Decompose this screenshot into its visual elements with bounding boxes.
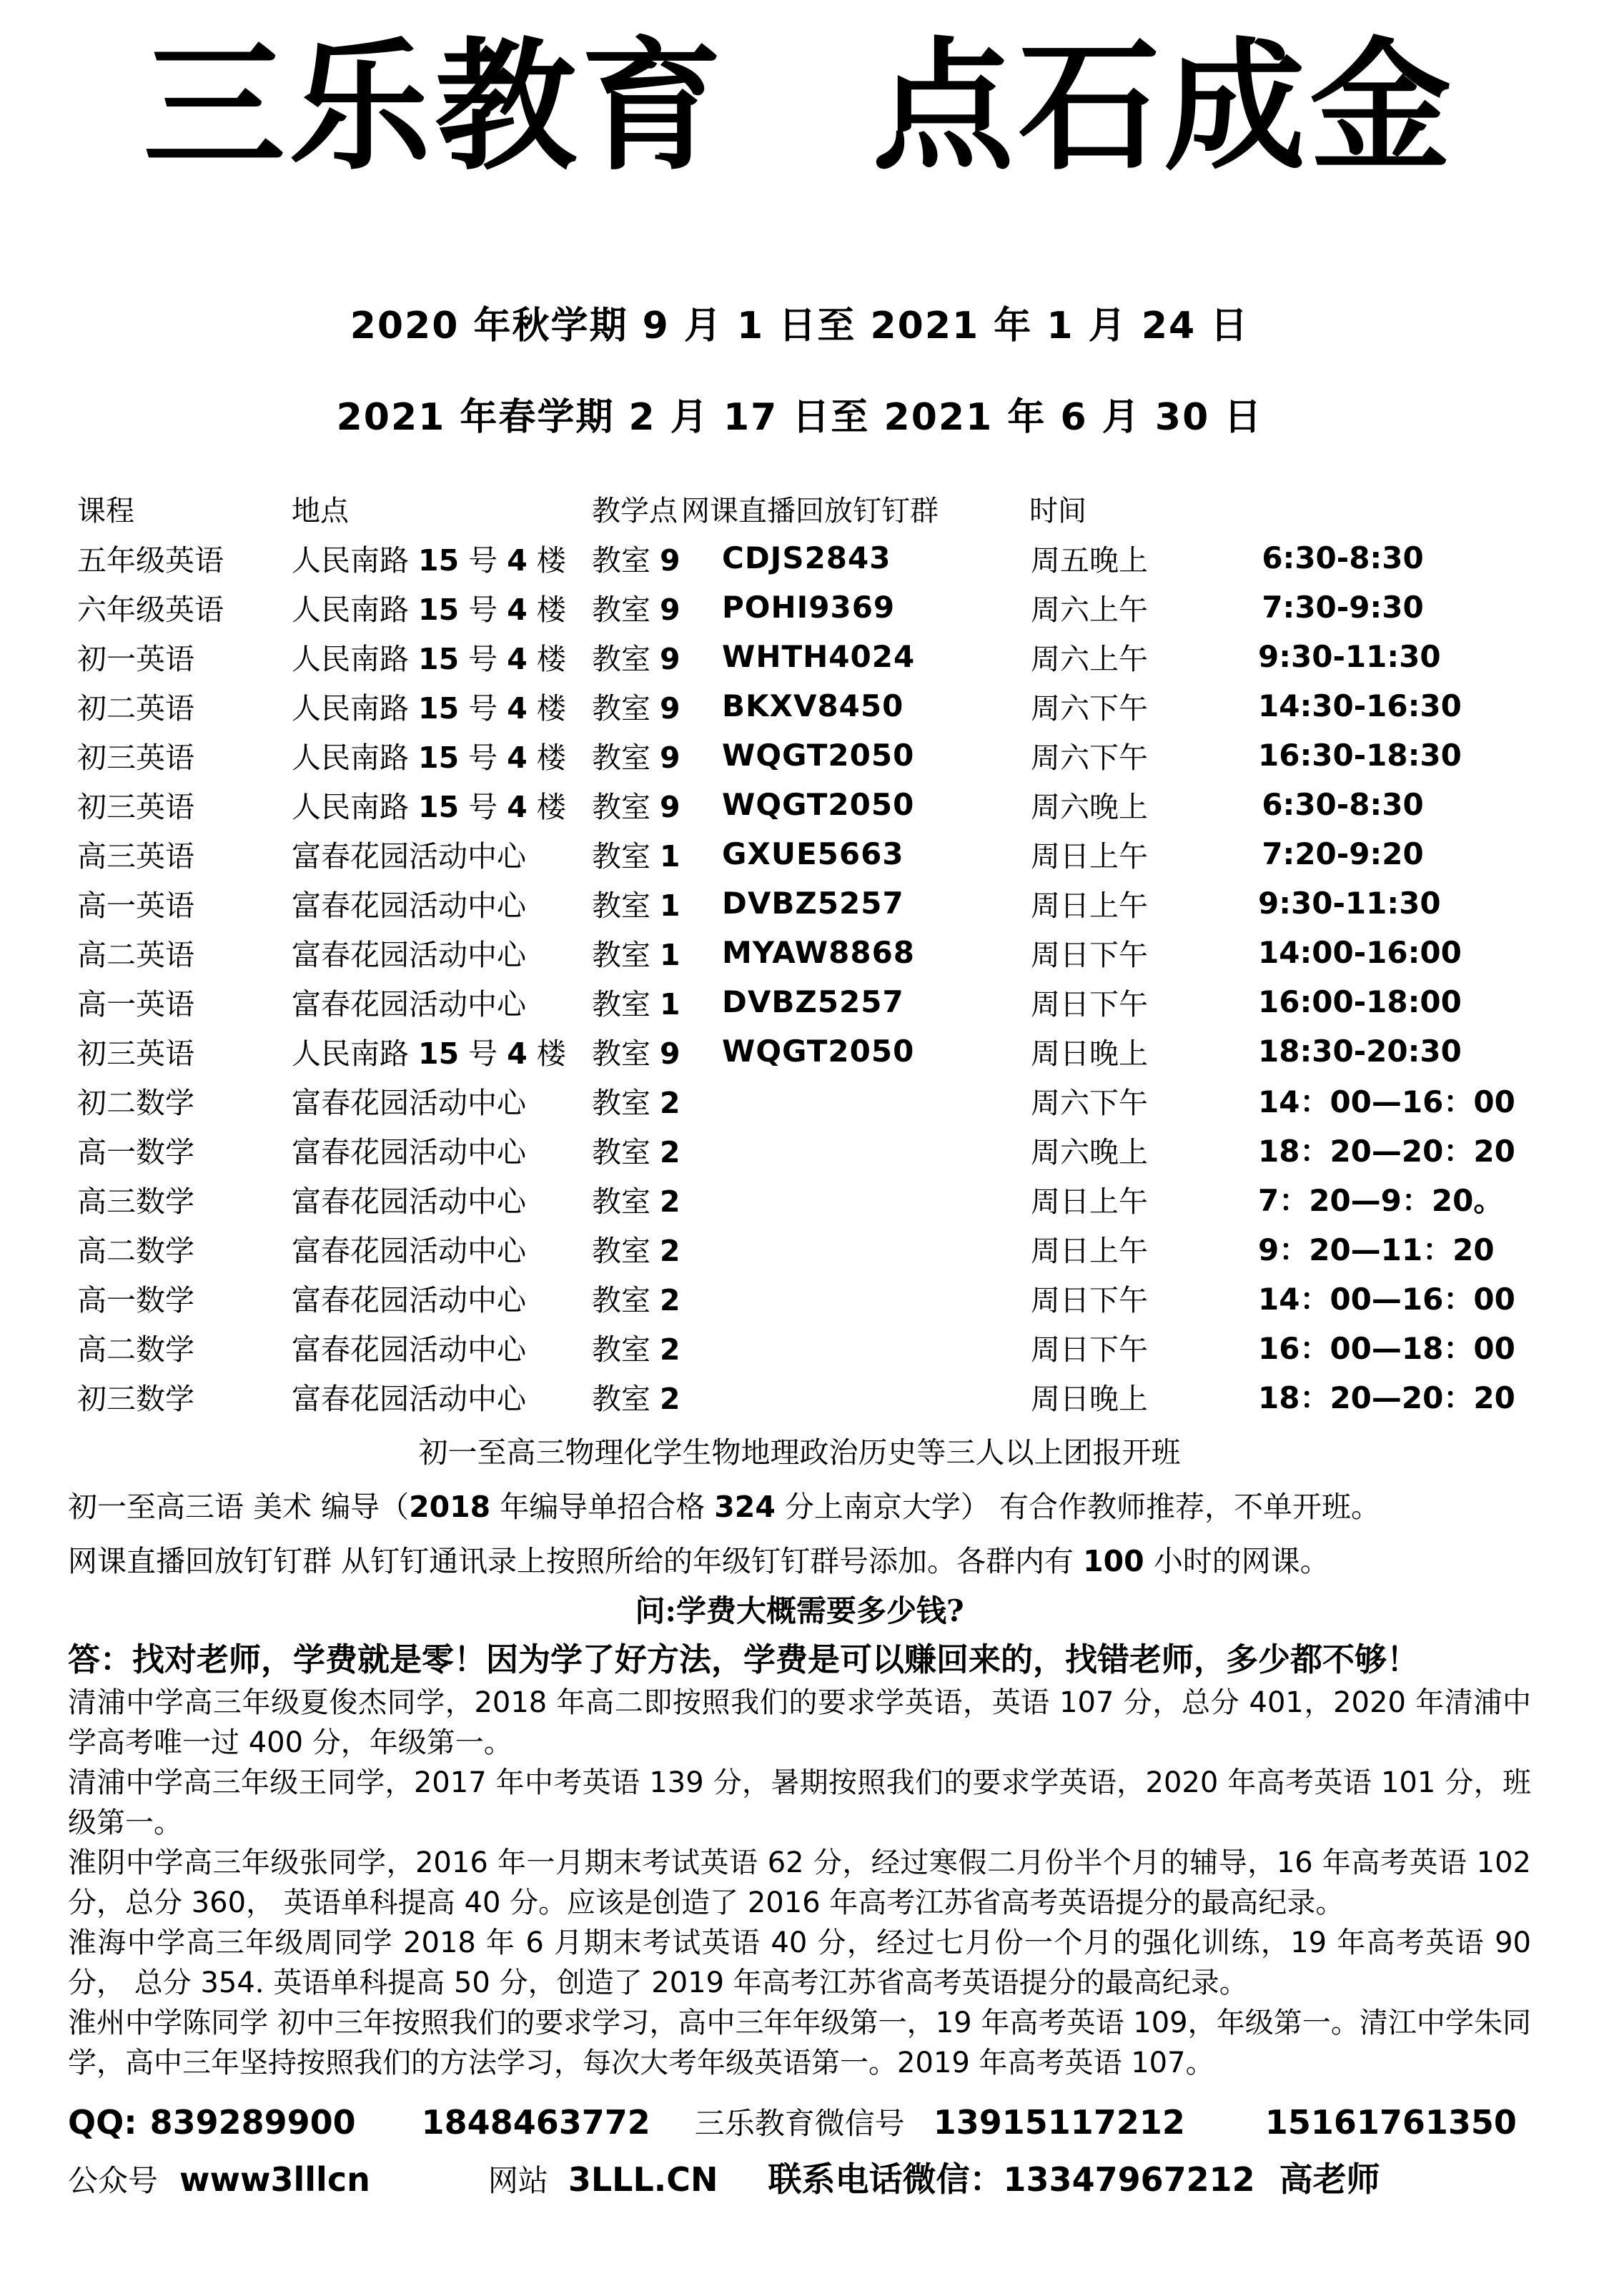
day-cell: 周日晚上 <box>1031 1381 1148 1416</box>
testimonial-paragraph: 淮海中学高三年级周同学 2018 年 6 月期末考试英语 40 分，经过七月份一个月的强化训练，19 年高考英语 90 分， 总分 354. 英语单科提高 50 分，创造了 2019 年高考江苏省高考英语提分的最高纪录。 <box>68 1926 1531 1999</box>
classroom-cell: 教室 9 <box>592 1036 680 1071</box>
testimonial-paragraph: 淮州中学陈同学 初中三年按照我们的要求学习，高中三年年级第一，19 年高考英语 109，年级第一。清江中学朱同学，高中三年坚持按照我们的方法学习，每次大考年级英语第一。2019 年高考英语 107。 <box>68 2006 1532 2079</box>
testimonial-paragraph: 清浦中学高三年级夏俊杰同学，2018 年高二即按照我们的要求学英语，英语 107 分，总分 401，2020 年清浦中学高考唯一过 400 分，年级第一。 <box>68 1686 1532 1759</box>
course-cell: 高一英语 <box>77 888 194 923</box>
wechat-number-2: 15161761350 <box>1264 2102 1517 2142</box>
day-cell: 周日晚上 <box>1031 1036 1148 1071</box>
location-cell: 人民南路 15 号 4 楼 <box>292 789 566 824</box>
wechat-number-1: 13915117212 <box>933 2102 1185 2142</box>
day-cell: 周日上午 <box>1031 1184 1148 1219</box>
location-cell: 富春花园活动中心 <box>292 1233 526 1268</box>
schedule-row <box>0 632 1599 681</box>
location-cell: 富春花园活动中心 <box>292 1332 526 1367</box>
contact-section <box>0 2100 1599 2206</box>
location-cell: 富春花园活动中心 <box>292 888 526 923</box>
classroom-cell: 教室 2 <box>592 1134 680 1169</box>
classroom-cell: 教室 9 <box>592 789 680 824</box>
semester-dates <box>0 301 1599 442</box>
course-cell: 初二数学 <box>77 1085 194 1120</box>
classroom-cell: 教室 9 <box>592 740 680 775</box>
group-enroll-note: 初一至高三物理化学生物地理政治历史等三人以上团报开班 <box>418 1435 1181 1470</box>
schedule-table <box>0 484 1599 1421</box>
dingtalk-note: 网课直播回放钉钉群 从钉钉通讯录上按照所给的年级钉钉群号添加。各群内有 100 小时的网课。 <box>68 1543 1330 1578</box>
time-cell: 14：00—16：00 <box>1258 1084 1515 1120</box>
schedule-row <box>0 1076 1599 1125</box>
site-label: 网站 <box>487 2162 548 2198</box>
location-cell: 富春花园活动中心 <box>292 1282 526 1317</box>
classroom-cell: 教室 2 <box>592 1184 680 1219</box>
schedule-row <box>0 829 1599 879</box>
course-cell: 初一英语 <box>77 641 194 676</box>
schedule-row <box>0 1125 1599 1174</box>
day-cell: 周日上午 <box>1031 838 1148 874</box>
schedule-body <box>0 533 1599 1421</box>
location-cell: 富春花园活动中心 <box>292 838 526 874</box>
location-cell: 富春花园活动中心 <box>292 1085 526 1120</box>
schedule-row <box>0 731 1599 780</box>
dingtalk-group-cell: GXUE5663 <box>722 836 904 871</box>
testimonials-list <box>0 1683 1599 2083</box>
col-header-location: 地点 <box>292 494 349 528</box>
time-cell: 9:30-11:30 <box>1258 638 1441 674</box>
course-cell: 初三英语 <box>77 1036 194 1071</box>
qa-section <box>0 1590 1599 2083</box>
time-cell: 16：00—18：00 <box>1258 1331 1515 1367</box>
time-cell: 18:30-20:30 <box>1258 1033 1462 1069</box>
classroom-cell: 教室 2 <box>592 1233 680 1268</box>
location-cell: 富春花园活动中心 <box>292 1184 526 1219</box>
wechat-label: 三乐教育微信号 <box>694 2105 905 2141</box>
time-cell: 14:00-16:00 <box>1258 934 1462 970</box>
site-value: 3LLL.CN <box>568 2159 718 2199</box>
qq-number-1: 839289900 <box>149 2102 356 2142</box>
classroom-cell: 教室 2 <box>592 1085 680 1120</box>
classroom-cell: 教室 9 <box>592 543 680 578</box>
classroom-cell: 教室 1 <box>592 937 680 972</box>
schedule-row <box>0 1322 1599 1372</box>
course-cell: 初二英语 <box>77 691 194 726</box>
dingtalk-group-cell: WQGT2050 <box>722 1033 915 1069</box>
page-title: 三乐教育 点石成金 <box>143 23 1456 189</box>
time-cell: 7:20-9:20 <box>1262 836 1424 871</box>
time-cell: 9：20—11：20 <box>1258 1232 1495 1268</box>
gongzhonghao-label: 公众号 <box>68 2162 159 2198</box>
location-cell: 富春花园活动中心 <box>292 937 526 972</box>
dingtalk-group-cell: DVBZ5257 <box>722 984 904 1019</box>
classroom-cell: 教室 9 <box>592 641 680 676</box>
col-header-course: 课程 <box>77 494 134 528</box>
course-cell: 初三英语 <box>77 740 194 775</box>
schedule-row <box>0 1224 1599 1273</box>
day-cell: 周日上午 <box>1031 888 1148 923</box>
schedule-row <box>0 879 1599 928</box>
contact-line-web-phone <box>68 2153 1531 2206</box>
classroom-cell: 教室 9 <box>592 592 680 627</box>
location-cell: 人民南路 15 号 4 楼 <box>292 641 566 676</box>
day-cell: 周六上午 <box>1031 641 1148 676</box>
schedule-row <box>0 1273 1599 1322</box>
classroom-cell: 教室 2 <box>592 1332 680 1367</box>
day-cell: 周六晚上 <box>1031 789 1148 824</box>
classroom-cell: 教室 2 <box>592 1381 680 1416</box>
day-cell: 周日下午 <box>1031 1332 1148 1367</box>
course-cell: 高一数学 <box>77 1282 194 1317</box>
location-cell: 富春花园活动中心 <box>292 1381 526 1416</box>
course-cell: 高二数学 <box>77 1233 194 1268</box>
day-cell: 周日下午 <box>1031 986 1148 1021</box>
day-cell: 周六晚上 <box>1031 1134 1148 1169</box>
schedule-row <box>0 533 1599 583</box>
classroom-cell: 教室 2 <box>592 1282 680 1317</box>
schedule-row <box>0 780 1599 829</box>
location-cell: 人民南路 15 号 4 楼 <box>292 543 566 578</box>
course-cell: 高二英语 <box>77 937 194 972</box>
schedule-row <box>0 1174 1599 1224</box>
schedule-header-row <box>0 484 1599 533</box>
dingtalk-group-cell: MYAW8868 <box>722 934 916 970</box>
time-cell: 6:30-8:30 <box>1262 540 1424 575</box>
location-cell: 人民南路 15 号 4 楼 <box>292 1036 566 1071</box>
course-cell: 高二数学 <box>77 1332 194 1367</box>
dingtalk-group-cell: POHI9369 <box>722 589 896 625</box>
semester-date-autumn: 2020 年秋学期 9 月 1 日至 2021 年 1 月 24 日 <box>350 303 1249 347</box>
testimonial-paragraph: 淮阴中学高三年级张同学，2016 年一月期末考试英语 62 分，经过寒假二月份半个月的辅导，16 年高考英语 102 分，总分 360， 英语单科提高 40 分。应该是创造了 2016 年高考江苏省高考英语提分的最高纪录。 <box>68 1846 1531 1919</box>
dingtalk-group-cell: DVBZ5257 <box>722 885 904 921</box>
day-cell: 周日上午 <box>1031 1233 1148 1268</box>
course-cell: 六年级英语 <box>77 592 224 627</box>
time-cell: 16:30-18:30 <box>1258 737 1462 773</box>
location-cell: 人民南路 15 号 4 楼 <box>292 740 566 775</box>
location-cell: 富春花园活动中心 <box>292 1134 526 1169</box>
classroom-cell: 教室 1 <box>592 986 680 1021</box>
location-cell: 富春花园活动中心 <box>292 986 526 1021</box>
phone-label: 联系电话微信： <box>768 2159 1004 2199</box>
tuition-question: 问:学费大概需要多少钱? <box>635 1593 964 1628</box>
time-cell: 6:30-8:30 <box>1262 786 1424 822</box>
day-cell: 周日下午 <box>1031 1282 1148 1317</box>
qq-number-2: 1848463772 <box>421 2102 650 2142</box>
time-cell: 7:30-9:30 <box>1262 589 1424 625</box>
dingtalk-group-cell: WQGT2050 <box>722 737 915 773</box>
time-cell: 16:00-18:00 <box>1258 984 1462 1019</box>
day-cell: 周六上午 <box>1031 592 1148 627</box>
contact-line-qq-wechat <box>68 2100 1531 2153</box>
time-cell: 18：20—20：20 <box>1258 1380 1515 1416</box>
dingtalk-group-cell: WQGT2050 <box>722 786 915 822</box>
phone-value: 13347967212 <box>1003 2159 1255 2199</box>
classroom-cell: 教室 9 <box>592 691 680 726</box>
semester-date-spring: 2021 年春学期 2 月 17 日至 2021 年 6 月 30 日 <box>336 395 1263 439</box>
art-course-note: 初一至高三语 美术 编导（2018 年编导单招合格 324 分上南京大学） 有合作教师推荐，不单开班。 <box>68 1489 1380 1524</box>
col-header-classroom: 教学点 <box>592 494 678 528</box>
course-cell: 初三英语 <box>77 789 194 824</box>
course-cell: 高三数学 <box>77 1184 194 1219</box>
day-cell: 周五晚上 <box>1031 543 1148 578</box>
teacher-name: 高老师 <box>1279 2159 1380 2199</box>
col-header-dingtalk-group: 网课直播回放钉钉群 <box>681 494 939 528</box>
schedule-row <box>0 928 1599 977</box>
course-cell: 初三数学 <box>77 1381 194 1416</box>
course-cell: 高三英语 <box>77 838 194 874</box>
location-cell: 人民南路 15 号 4 楼 <box>292 592 566 627</box>
time-cell: 14：00—16：00 <box>1258 1282 1515 1317</box>
location-cell: 人民南路 15 号 4 楼 <box>292 691 566 726</box>
day-cell: 周六下午 <box>1031 691 1148 726</box>
classroom-cell: 教室 1 <box>592 888 680 923</box>
time-cell: 9:30-11:30 <box>1258 885 1441 921</box>
time-cell: 7：20—9：20。 <box>1258 1183 1504 1219</box>
dingtalk-group-cell: BKXV8450 <box>722 688 904 723</box>
course-cell: 高一英语 <box>77 986 194 1021</box>
day-cell: 周六下午 <box>1031 1085 1148 1120</box>
time-cell: 14:30-16:30 <box>1258 688 1462 723</box>
testimonial-paragraph: 清浦中学高三年级王同学，2017 年中考英语 139 分，暑期按照我们的要求学英语，2020 年高考英语 101 分，班级第一。 <box>68 1766 1532 1839</box>
schedule-row <box>0 1026 1599 1076</box>
col-header-time: 时间 <box>1029 494 1086 528</box>
day-cell: 周六下午 <box>1031 740 1148 775</box>
classroom-cell: 教室 1 <box>592 838 680 874</box>
gongzhonghao-value: www3lllcn <box>179 2159 370 2199</box>
course-cell: 五年级英语 <box>77 543 224 578</box>
schedule-row <box>0 1372 1599 1421</box>
schedule-row <box>0 583 1599 632</box>
qq-label: QQ: <box>68 2102 137 2142</box>
notes-section <box>0 1431 1599 1583</box>
schedule-row <box>0 681 1599 731</box>
dingtalk-group-cell: CDJS2843 <box>722 540 891 575</box>
course-cell: 高一数学 <box>77 1134 194 1169</box>
schedule-row <box>0 977 1599 1026</box>
dingtalk-group-cell: WHTH4024 <box>722 638 916 674</box>
day-cell: 周日下午 <box>1031 937 1148 972</box>
time-cell: 18：20—20：20 <box>1258 1134 1515 1169</box>
tuition-answer: 答：找对老师，学费就是零！因为学了好方法，学费是可以赚回来的，找错老师，多少都不够！ <box>68 1640 1420 1678</box>
